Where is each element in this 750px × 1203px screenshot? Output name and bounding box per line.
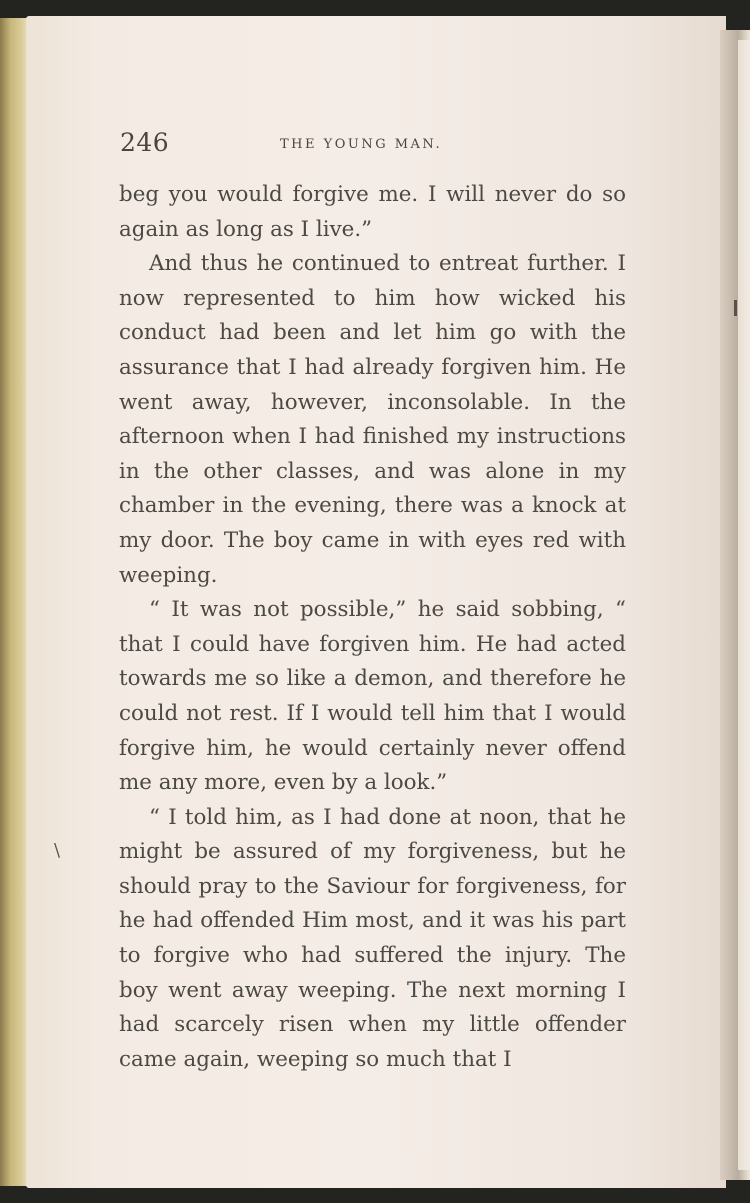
running-head: THE YOUNG MAN. bbox=[280, 137, 443, 152]
next-page-edge bbox=[738, 40, 750, 1170]
body-text bbox=[119, 178, 626, 1077]
paragraph-continuation: beg you would forgive me. I will never do so again as long as I live.” bbox=[119, 182, 626, 242]
paragraph: “ It was not possible,” he said sobbing, “ that I could have forgiven him. He had acted towards me so like a demon, and therefore he could not rest. If I would tell him that I would forgive him, he would certainly never offend me any more, even by a look.” bbox=[119, 597, 626, 796]
edge-mark bbox=[734, 300, 737, 316]
paragraph: And thus he continued to entreat further. I now represented to him how wicked his conduct had been and let him go with the assurance that I had already forgiven him. He went away, however, inconsolable. In the afternoon when I had finished my instructions in the other classes, and was alone in my chamber in the evening, there was a knock at my door. The boy came in with eyes red with weeping. bbox=[119, 251, 626, 588]
paragraph: “ I told him, as I had done at noon, that he might be assured of my forgiveness, but he should pray to the Saviour for forgiveness, for he had offended Him most, and it was his part to forgive who had suffered the injury. The boy went away weeping. The next morning I had scarcely risen when my little offender came again, weeping so much that I bbox=[119, 804, 626, 1072]
margin-mark: \ bbox=[54, 840, 61, 861]
page-header bbox=[120, 128, 625, 164]
page-number: 246 bbox=[120, 128, 170, 157]
